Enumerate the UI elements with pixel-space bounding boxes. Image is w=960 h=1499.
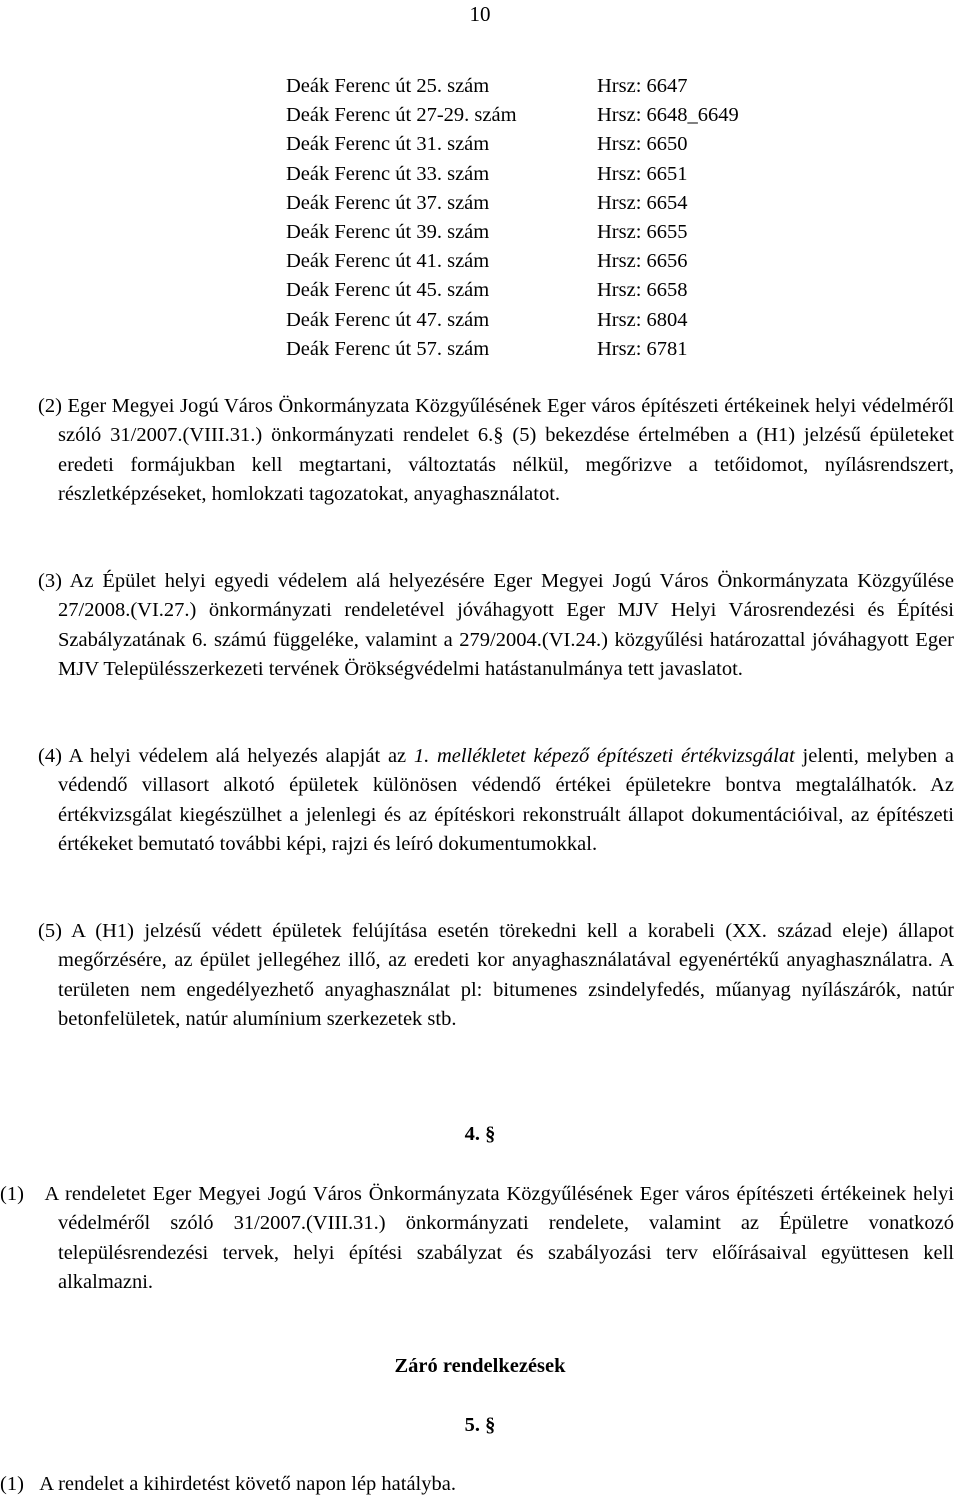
hrsz-cell: Hrsz: 6648_6649 — [597, 104, 739, 127]
address-cell: Deák Ferenc út 27-29. szám — [286, 104, 517, 127]
hrsz-cell: Hrsz: 6651 — [597, 162, 688, 185]
paragraph-5: (5) A (H1) jelzésű védett épületek felújítása esetén törekedni kell a korabeli (XX. század eleje) állapot megőrzésére, az épület jellegéhez illő, az eredeti kor anyaghasználatával egyenértékű anyaghasználatra. A területen nem engedélyezhető anyaghasználat pl: bitumenes zsindelyfedés, műanyag nyílászárók, natúr betonfelületek, natúr alumínium szerkezetek stb. — [38, 920, 954, 1030]
paragraph-4-text-start: (4) A helyi védelem alá helyezés alapját az — [38, 745, 414, 767]
address-cell: Deák Ferenc út 37. szám — [286, 191, 490, 214]
address-row — [286, 189, 739, 218]
section-5-heading: 5. § — [464, 1414, 496, 1436]
hrsz-cell: Hrsz: 6647 — [597, 75, 688, 97]
address-cell: Deák Ferenc út 39. szám — [286, 221, 490, 244]
address-row — [286, 247, 739, 276]
address-cell: Deák Ferenc út 47. szám — [286, 308, 490, 331]
address-row — [286, 276, 739, 305]
address-row — [286, 130, 739, 159]
address-row — [286, 335, 739, 364]
hrsz-cell: Hrsz: 6804 — [597, 308, 688, 331]
closing-provisions-title: Záró rendelkezések — [394, 1355, 566, 1377]
address-row — [286, 72, 739, 101]
section-5-paragraph-1: (1) A rendelet a kihirdetést követő napon lép hatályba. — [0, 1473, 456, 1495]
paragraph-3: (3) Az Épület helyi egyedi védelem alá helyezésére Eger Megyei Jogú Város Önkormányzata Közgyűlése 27/2008.(VI.27.) önkormányzati rendeletével jóváhagyott Eger MJV Helyi Városrendezési és Építési Szabályzatának 6. számú függeléke, valamint a 279/2004.(VI.24.) közgyűlési határozattal jóváhagyott Eger MJV Településszerkezeti tervének Örökségvédelmi hatástanulmánya tett javaslatot. — [38, 570, 954, 680]
address-cell: Deák Ferenc út 45. szám — [286, 279, 490, 302]
address-cell: Deák Ferenc út 41. szám — [286, 250, 490, 273]
address-cell: Deák Ferenc út 25. szám — [286, 75, 490, 97]
address-table — [286, 72, 739, 364]
hrsz-cell: Hrsz: 6655 — [597, 221, 688, 244]
paragraph-4-italic-reference: 1. mellékletet képező építészeti értékvizsgálat — [413, 745, 795, 767]
address-cell: Deák Ferenc út 57. szám — [286, 337, 490, 360]
address-table-body — [286, 72, 739, 364]
page-number: 10 — [469, 2, 491, 26]
paragraph-4 — [38, 742, 954, 859]
address-row — [286, 306, 739, 335]
hrsz-cell: Hrsz: 6658 — [597, 279, 688, 302]
hrsz-cell: Hrsz: 6656 — [597, 250, 688, 273]
paragraph-4-text-end: jelenti, melyben a védendő villasort alkotó épületek különösen védendő értékei épületekre bontva megtalálhatók. Az értékvizsgálat kiegészülhet a jelenlegi és az építéskori rekonstruált állapot dokumentációival, az építészeti értékeket bemutató további képi, rajzi és leíró dokumentumokkal. — [58, 745, 954, 855]
address-cell: Deák Ferenc út 33. szám — [286, 162, 490, 185]
paragraph-2: (2) Eger Megyei Jogú Város Önkormányzata Közgyűlésének Eger város építészeti értékeinek helyi védelméről szóló 31/2007.(VIII.31.) önkormányzati rendelet 6.§ (5) bekezdése értelmében a (H1) jelzésű épületeket eredeti formájukban kell megtartani, változtatás nélkül, megőrizve a tetőidomot, nyílásrendszert, részletképzéseket, homlokzati tagozatokat, anyaghasználatot. — [38, 395, 954, 505]
hrsz-cell: Hrsz: 6781 — [597, 337, 688, 360]
address-cell: Deák Ferenc út 31. szám — [286, 133, 490, 156]
section-4-paragraph-1: (1) A rendeletet Eger Megyei Jogú Város Önkormányzata Közgyűlésének Eger város építészeti értékeinek helyi védelméről szóló 31/2007.(VIII.31.) önkormányzati rendelete, valamint az Épületre vonatkozó településrendezési tervek, helyi építési szabályzat és szabályozási terv előírásaival együttesen kell alkalmazni. — [0, 1183, 954, 1293]
address-row — [286, 160, 739, 189]
section-4-heading: 4. § — [464, 1123, 496, 1145]
address-row — [286, 218, 739, 247]
hrsz-cell: Hrsz: 6650 — [597, 133, 688, 156]
address-row — [286, 101, 739, 130]
hrsz-cell: Hrsz: 6654 — [597, 191, 688, 214]
